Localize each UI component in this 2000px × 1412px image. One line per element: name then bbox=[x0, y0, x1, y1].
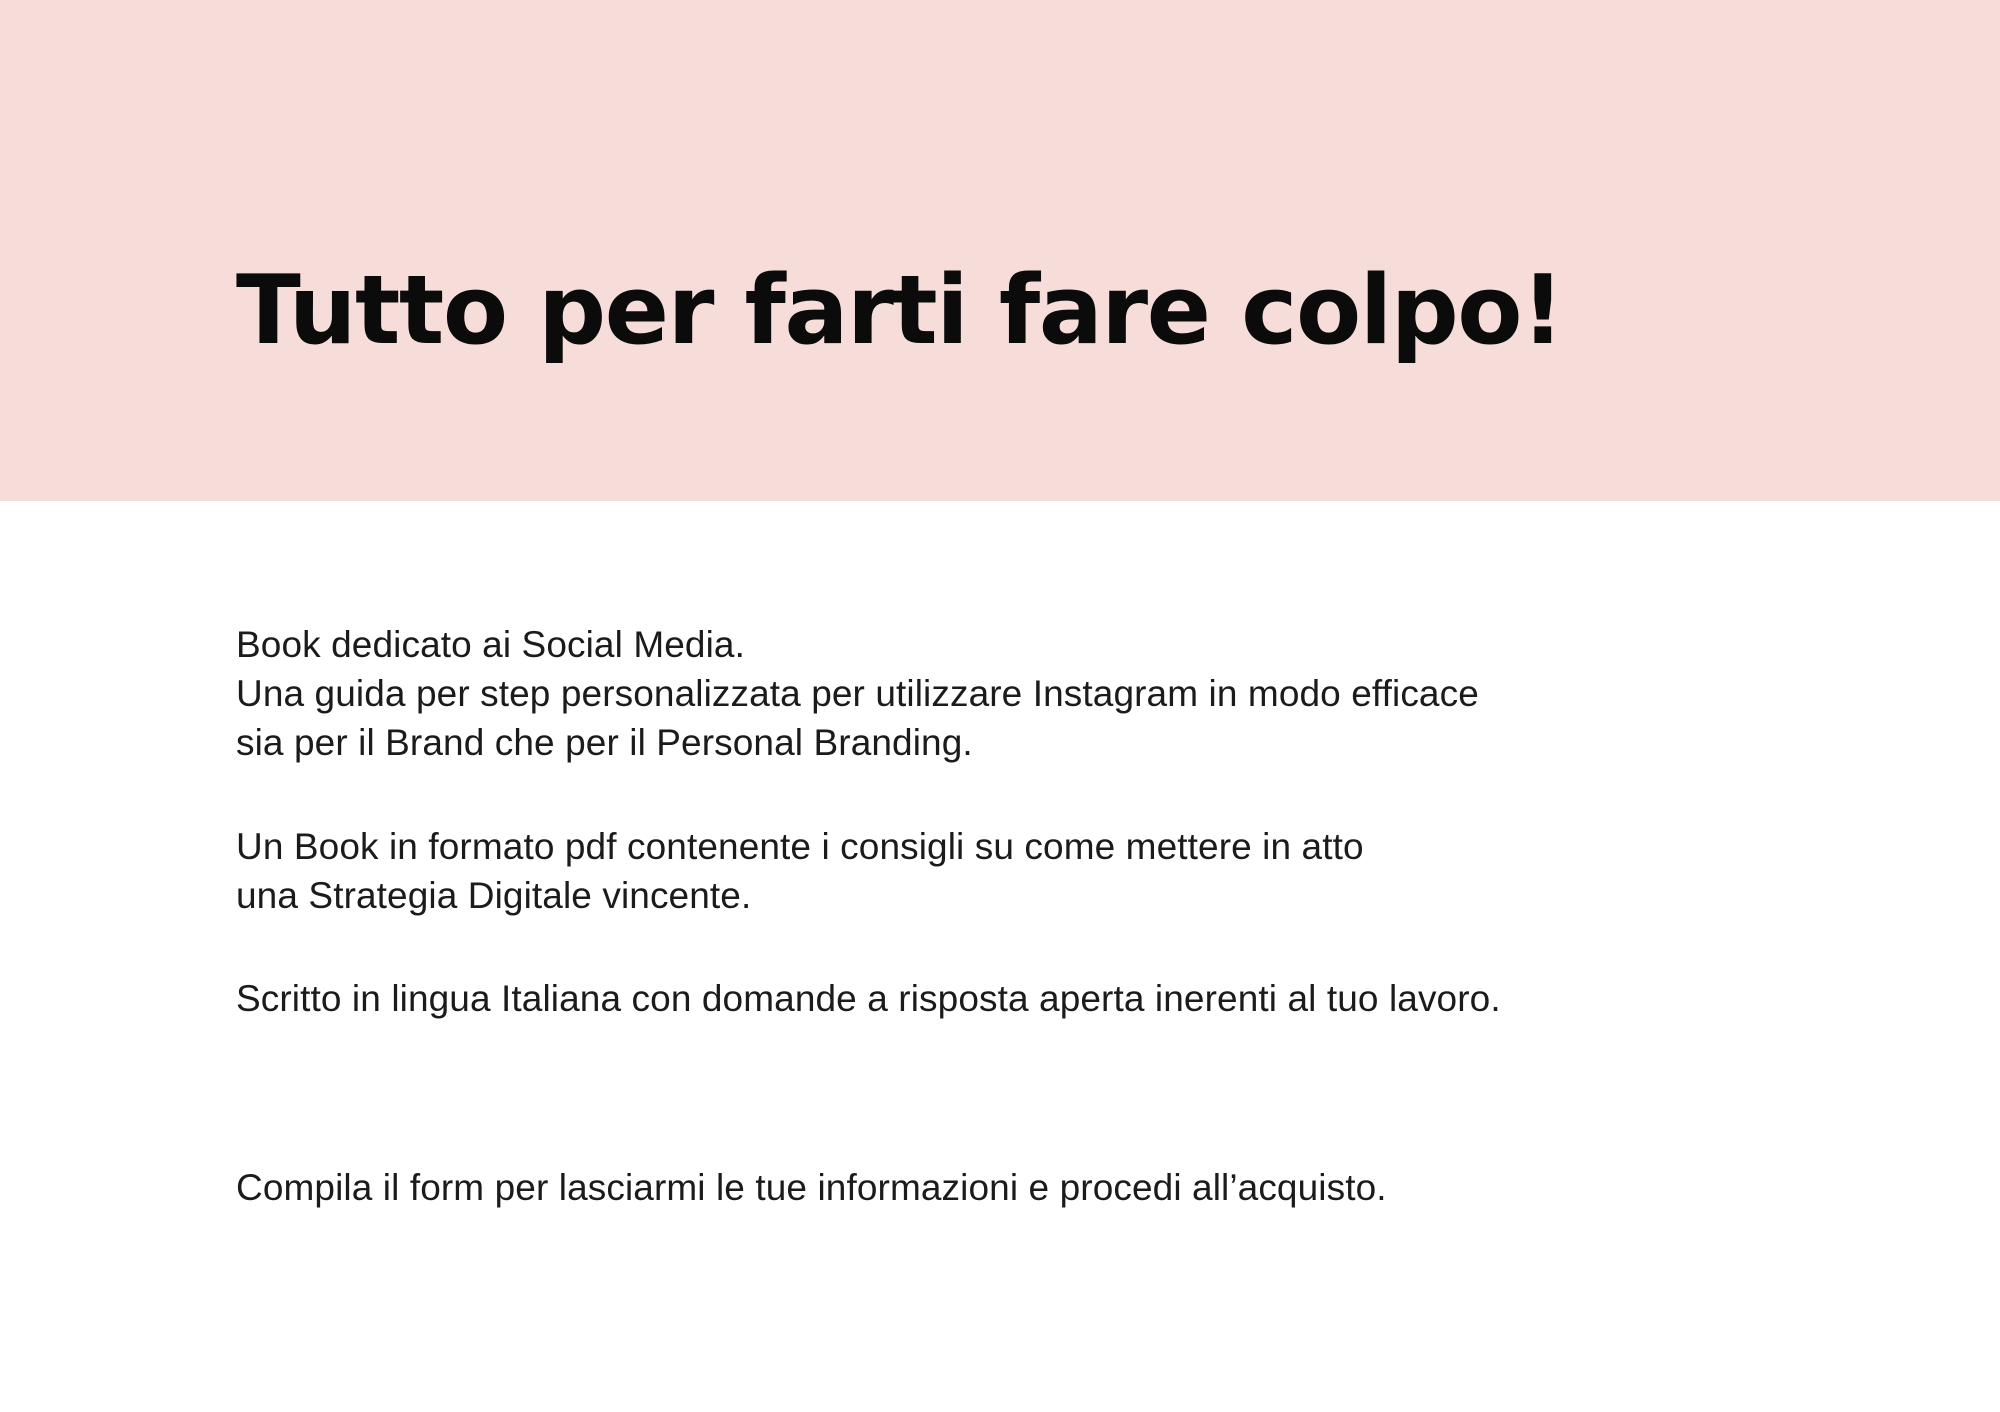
paragraph-language-note: Scritto in lingua Italiana con domande a risposta aperta inerenti al tuo lavoro. bbox=[236, 978, 1501, 1020]
body-copy bbox=[236, 620, 1836, 1212]
page-title: Tutto per farti fare colpo! bbox=[236, 256, 1563, 366]
paragraph-call-to-action: Compila il form per lasciarmi le tue informazioni e procedi all’acquisto. bbox=[236, 1167, 1387, 1209]
paragraph-product-description: Book dedicato ai Social Media. Una guida per step personalizzata per utilizzare Instagram in modo efficace sia per il Brand che per il Personal Branding. bbox=[236, 624, 1479, 764]
paragraph-format-description: Un Book in formato pdf contenente i consigli su come mettere in atto una Strategia Digitale vincente. bbox=[236, 825, 1364, 916]
hero-band bbox=[0, 0, 2000, 501]
